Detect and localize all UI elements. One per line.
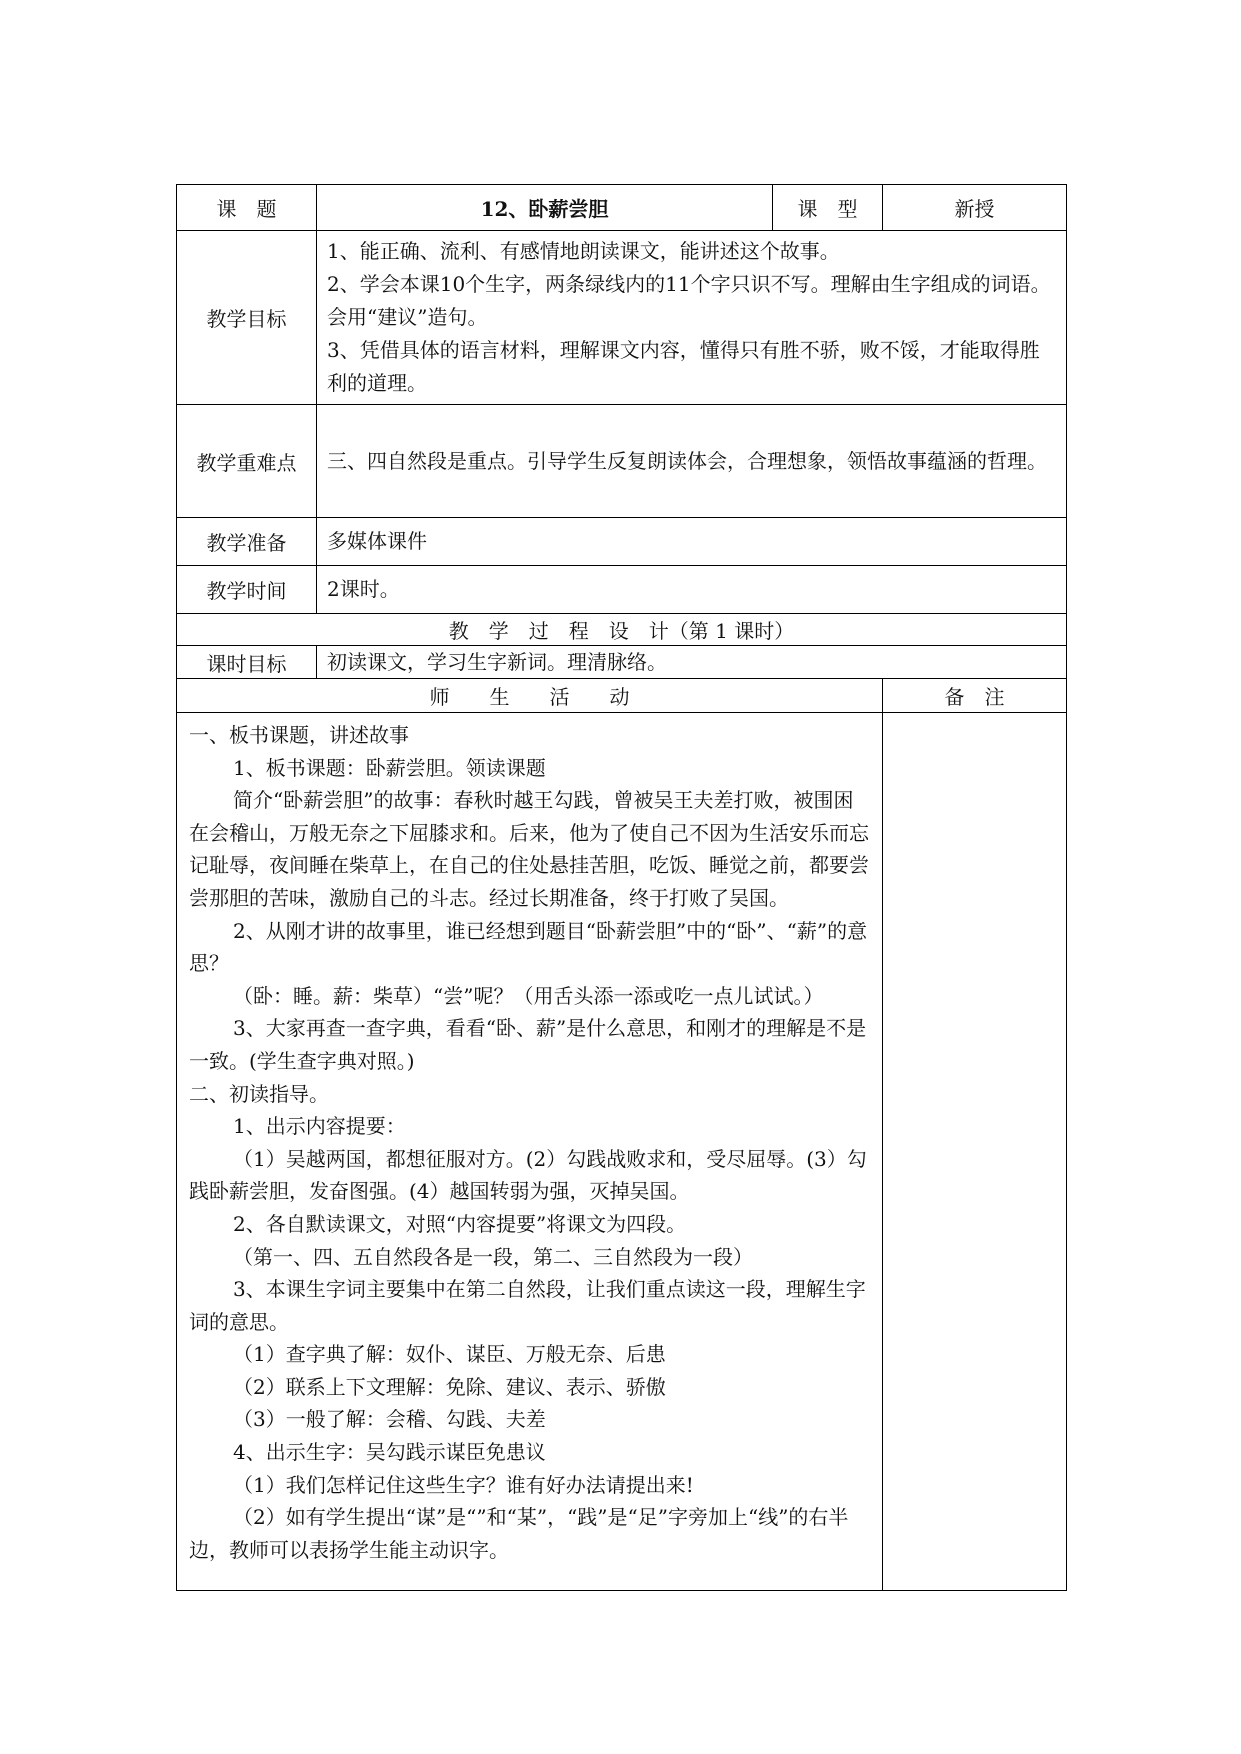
time-label: 教学时间 bbox=[177, 566, 317, 614]
activity-paragraph: （1）查字典了解：奴仆、谋臣、万般无奈、后患 bbox=[233, 1342, 666, 1367]
design-heading: 教 学 过 程 设 计（第 1 课时） bbox=[177, 614, 1067, 646]
activity-paragraph: 3、大家再查一查字典，看看“卧、薪”是什么意思，和刚才的理解是不是一致。(学生查字典对照。) bbox=[189, 1016, 867, 1073]
activity-paragraph: （2）如有学生提出“谋”是“”和“某”，“践”是“足”字旁加上“线”的右半边，教师可以表扬学生能主动识字。 bbox=[189, 1505, 849, 1562]
activity-paragraph: （1）我们怎样记住这些生字？谁有好办法请提出来! bbox=[233, 1472, 694, 1497]
activity-content bbox=[177, 713, 883, 1591]
subject-label: 课 题 bbox=[177, 185, 317, 231]
goal-3: 3、凭借具体的语言材料，理解课文内容，懂得只有胜不骄，败不馁，才能取得胜利的道理。 bbox=[327, 338, 1040, 395]
activity-paragraph: （卧：睡。薪：柴草）“尝”呢？（用舌头添一添或吃一点儿试试。） bbox=[233, 983, 824, 1008]
activity-paragraph: （3）一般了解：会稽、勾践、夫差 bbox=[233, 1407, 546, 1432]
goals-row bbox=[177, 231, 1067, 405]
key-label: 教学重难点 bbox=[177, 405, 317, 518]
activity-paragraph: 简介“卧薪尝胆”的故事：春秋时越王勾践，曾被吴王夫差打败，被围困在会稽山，万般无奈之下屈膝求和。后来，他为了使自己不因为生活安乐而忘记耻辱，夜间睡在柴草上，在自己的住处悬挂苦胆，吃饭、睡觉之前，都要尝尝那胆的苦味，激励自己的斗志。经过长期准备，终于打败了吴国。 bbox=[189, 788, 869, 910]
type-label: 课 型 bbox=[773, 185, 883, 231]
activity-header: 师 生 活 动 bbox=[177, 679, 883, 713]
activity-row bbox=[177, 713, 1067, 1591]
goals-label: 教学目标 bbox=[177, 231, 317, 405]
activity-paragraph: 1、板书课题：卧薪尝胆。领读课题 bbox=[233, 755, 546, 780]
activity-paragraph: （1）吴越两国，都想征服对方。(2）勾践战败求和，受尽屈辱。(3）勾践卧薪尝胆，发奋图强。(4）越国转弱为强，灭掉吴国。 bbox=[189, 1146, 867, 1204]
activity-paragraph: 1、出示内容提要： bbox=[233, 1114, 406, 1139]
notes-header: 备 注 bbox=[883, 679, 1067, 713]
activity-paragraph: 3、本课生字词主要集中在第二自然段，让我们重点读这一段，理解生字词的意思。 bbox=[189, 1277, 866, 1334]
activity-paragraph: 一、板书课题，讲述故事 bbox=[189, 723, 409, 747]
lesson-goal-cell: 初读课文，学习生字新词。理清脉络。 bbox=[317, 646, 1067, 679]
key-cell: 三、四自然段是重点。引导学生反复朗读体会，合理想象，领悟故事蕴涵的哲理。 bbox=[317, 405, 1067, 518]
key-row bbox=[177, 405, 1067, 518]
activity-paragraph: 二、初读指导。 bbox=[189, 1081, 329, 1106]
time-row bbox=[177, 566, 1067, 614]
goal-2: 2、学会本课10个生字，两条绿线内的11个字只识不写。理解由生字组成的词语。会用“建议”造句。 bbox=[327, 272, 1051, 329]
activity-paragraph: 4、出示生字：吴勾践示谋臣免患议 bbox=[233, 1440, 546, 1465]
activity-paragraph: （第一、四、五自然段各是一段，第二、三自然段为一段） bbox=[233, 1244, 753, 1269]
activity-paragraph: 2、从刚才讲的故事里，谁已经想到题目“卧薪尝胆”中的“卧”、“薪”的意思？ bbox=[189, 918, 868, 976]
prep-cell: 多媒体课件 bbox=[317, 518, 1067, 566]
lesson-goal-row bbox=[177, 646, 1067, 679]
design-heading-row bbox=[177, 614, 1067, 646]
activity-paragraph: （2）联系上下文理解：免除、建议、表示、骄傲 bbox=[233, 1374, 666, 1399]
prep-row bbox=[177, 518, 1067, 566]
lesson-title: 12、卧薪尝胆 bbox=[317, 185, 773, 231]
activity-header-row bbox=[177, 679, 1067, 713]
lesson-plan-table bbox=[176, 184, 1067, 1591]
header-row bbox=[177, 185, 1067, 231]
time-cell: 2课时。 bbox=[317, 566, 1067, 614]
goal-1: 1、能正确、流利、有感情地朗读课文，能讲述这个故事。 bbox=[327, 239, 840, 263]
lesson-goal-label: 课时目标 bbox=[177, 646, 317, 679]
notes-cell bbox=[883, 713, 1067, 1591]
type-value: 新授 bbox=[883, 185, 1067, 231]
goals-cell bbox=[317, 231, 1067, 405]
activity-paragraph: 2、各自默读课文，对照“内容提要”将课文为四段。 bbox=[233, 1211, 687, 1236]
prep-label: 教学准备 bbox=[177, 518, 317, 566]
